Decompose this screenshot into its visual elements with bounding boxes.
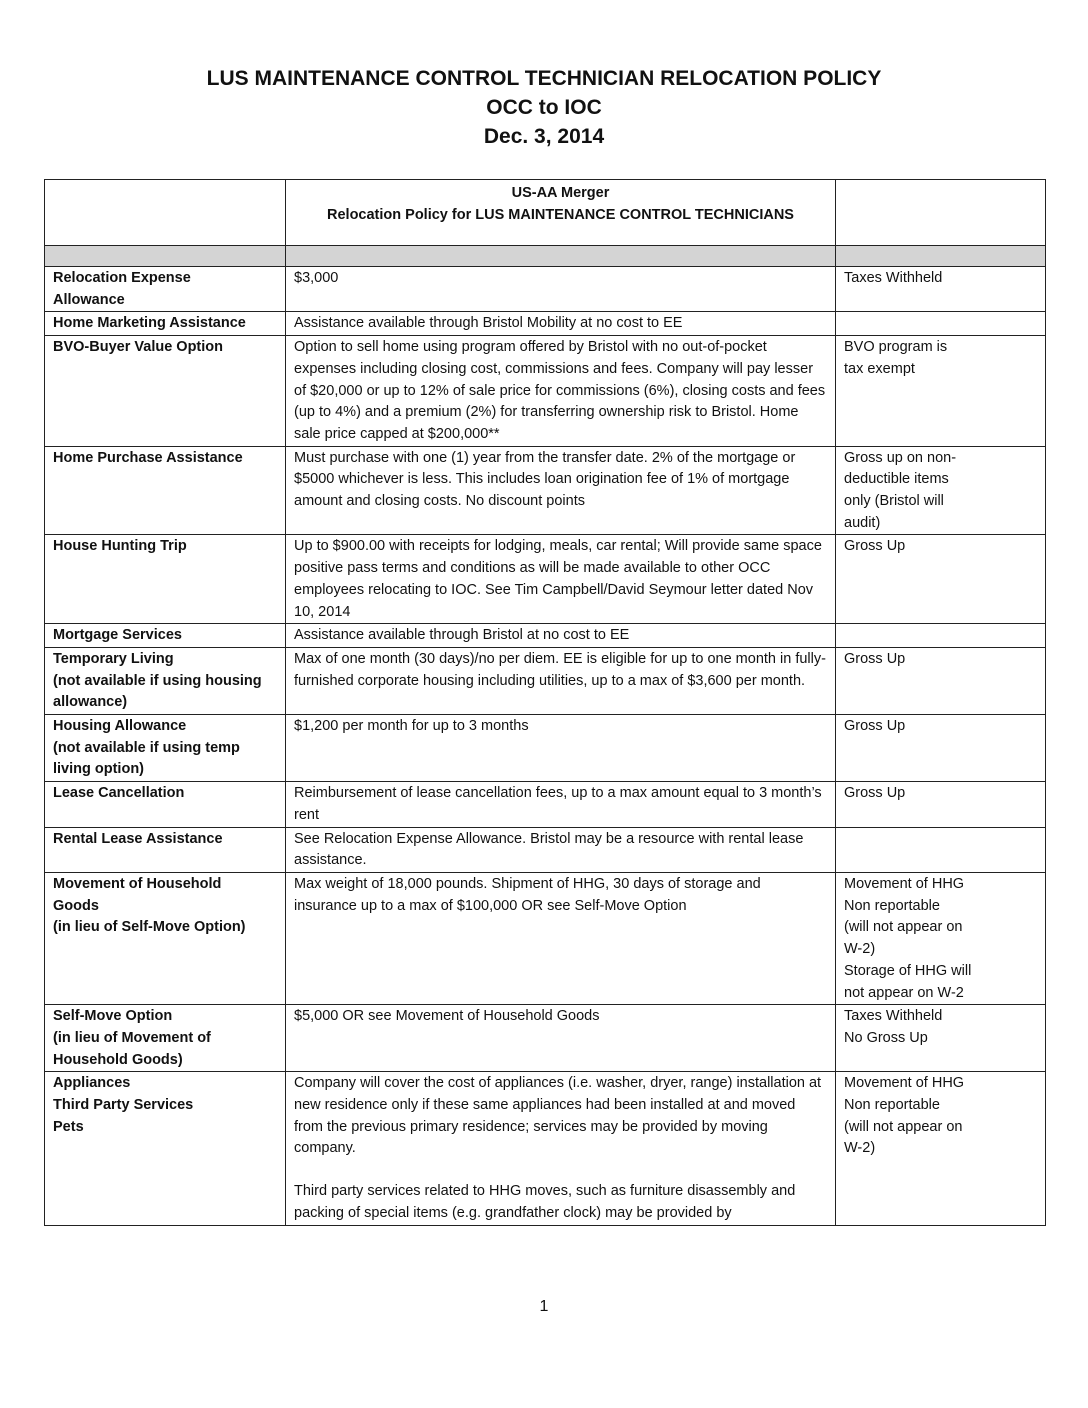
policy-row — [45, 782, 1046, 827]
policy-row — [45, 827, 1046, 872]
header-policy-label: Relocation Policy for LUS MAINTENANCE CONTROL TECHNICIANS — [327, 206, 794, 223]
benefit-description-cell — [286, 312, 836, 336]
tax-treatment-line: Movement of HHG — [844, 1075, 965, 1092]
tax-treatment-line: Non reportable — [844, 1097, 940, 1114]
benefit-description-cell — [286, 827, 836, 872]
tax-treatment-line: only (Bristol will — [844, 493, 944, 510]
benefit-label-cell — [45, 336, 286, 447]
benefit-description-cell — [286, 1072, 836, 1225]
document-title-block — [0, 64, 1088, 151]
benefit-description-paragraph: Must purchase with one (1) year from the transfer date. 2% of the mortgage or $5000 whichever is less. This includes loan origination fee of 1% of mortgage amount and closing costs. No discount points — [294, 449, 800, 510]
tax-treatment-line: tax exempt — [844, 360, 915, 377]
benefit-label-cell — [45, 624, 286, 648]
benefit-label-line: Lease Cancellation — [53, 785, 185, 802]
tax-treatment-cell — [836, 827, 1046, 872]
tax-treatment-line: W-2) — [844, 941, 876, 958]
benefit-label-line: Pets — [53, 1118, 84, 1135]
benefit-label-cell — [45, 1072, 286, 1225]
benefit-description-paragraph: Assistance available through Bristol Mobility at no cost to EE — [294, 315, 683, 332]
benefit-label-cell — [45, 715, 286, 782]
benefit-description-cell — [286, 872, 836, 1004]
benefit-label-line: Home Purchase Assistance — [53, 449, 243, 466]
tax-treatment-line: Gross Up — [844, 718, 906, 735]
policy-row — [45, 647, 1046, 714]
benefit-label-line: Movement of Household — [53, 875, 222, 892]
table-header-row — [45, 180, 1046, 246]
policy-row — [45, 535, 1046, 624]
benefit-description-paragraph: Third party services related to HHG moves, such as furniture disassembly and packing of special items (e.g. grandfather clock) may be provided by — [294, 1183, 800, 1221]
header-cell-empty — [45, 180, 286, 246]
benefit-description-cell — [286, 535, 836, 624]
benefit-label-line: Home Marketing Assistance — [53, 315, 246, 332]
benefit-label-line: allowance) — [53, 694, 128, 711]
tax-treatment-line: Gross up on non- — [844, 449, 957, 466]
benefit-label-line: House Hunting Trip — [53, 538, 187, 555]
benefit-description-paragraph: Max weight of 18,000 pounds. Shipment of HHG, 30 days of storage and insurance up to a max of $100,000 OR see Self-Move Option — [294, 875, 765, 914]
benefit-label-cell — [45, 446, 286, 535]
policy-row — [45, 624, 1046, 648]
benefit-description-cell — [286, 715, 836, 782]
benefit-label-line: (not available if using housing — [53, 672, 262, 689]
benefit-description-cell — [286, 647, 836, 714]
benefit-label-cell — [45, 535, 286, 624]
benefit-description-paragraph: Option to sell home using program offered by Bristol with no out-of-pocket expenses including closing cost, commissions and fees. Company will pay lesser of $20,000 or up to 12% of sale price for commissions (6%), closing costs and fees (up to 4%) and a premium (2%) for transferring ownership risk to Bristol. Home sale price capped at $200,000** — [294, 339, 830, 442]
benefit-description-paragraph: $5,000 OR see Movement of Household Goods — [294, 1008, 600, 1025]
benefit-label-line: (in lieu of Movement of — [53, 1029, 211, 1046]
header-merger-label: US-AA Merger — [511, 185, 610, 201]
tax-treatment-cell — [836, 267, 1046, 312]
tax-treatment-cell — [836, 1005, 1046, 1072]
tax-treatment-line: Non reportable — [844, 897, 940, 914]
benefit-description-paragraph: See Relocation Expense Allowance. Bristol may be a resource with rental lease assistance. — [294, 830, 808, 869]
tax-treatment-line: Gross Up — [844, 650, 906, 667]
tax-treatment-cell — [836, 312, 1046, 336]
policy-row — [45, 1005, 1046, 1072]
tax-treatment-line: Gross Up — [844, 538, 906, 555]
tax-treatment-line: BVO program is — [844, 339, 948, 356]
benefit-label-line: Household Goods) — [53, 1051, 183, 1068]
benefit-description-paragraph: Up to $900.00 with receipts for lodging, meals, car rental; Will provide same space positive pass terms and conditions as will be made available to other OCC employees relocating to IOC. See Tim Campbell/David Seymour letter dated Nov 10, 2014 — [294, 538, 826, 620]
benefit-label-cell — [45, 1005, 286, 1072]
benefit-label-line: Housing Allowance — [53, 718, 187, 735]
benefit-description-cell — [286, 267, 836, 312]
policy-row — [45, 1072, 1046, 1225]
benefit-label-line: living option) — [53, 761, 145, 778]
benefit-label-line: Goods — [53, 897, 99, 914]
tax-treatment-cell — [836, 624, 1046, 648]
benefit-label-line: Mortgage Services — [53, 627, 182, 644]
benefit-description-cell — [286, 1005, 836, 1072]
tax-treatment-line: No Gross Up — [844, 1029, 928, 1046]
shaded-cell — [836, 246, 1046, 267]
benefit-label-line: Relocation Expense — [53, 270, 191, 286]
benefit-label-cell — [45, 312, 286, 336]
header-cell-empty — [836, 180, 1046, 246]
tax-treatment-line: audit) — [844, 514, 881, 531]
tax-treatment-line: Movement of HHG — [844, 875, 965, 892]
shaded-cell — [286, 246, 836, 267]
tax-treatment-line: deductible items — [844, 471, 949, 488]
tax-treatment-line: (will not appear on — [844, 1118, 963, 1135]
benefit-description-paragraph: Assistance available through Bristol at no cost to EE — [294, 627, 630, 644]
benefit-label-cell — [45, 872, 286, 1004]
tax-treatment-cell — [836, 535, 1046, 624]
tax-treatment-line: Taxes Withheld — [844, 1008, 943, 1025]
tax-treatment-line: Taxes Withheld — [844, 270, 943, 286]
tax-treatment-line: Storage of HHG will — [844, 962, 972, 979]
document-date: Dec. 3, 2014 — [483, 125, 605, 148]
tax-treatment-line: (will not appear on — [844, 919, 963, 936]
shaded-cell — [45, 246, 286, 267]
policy-row — [45, 267, 1046, 312]
tax-treatment-line: Gross Up — [844, 785, 906, 802]
benefit-label-cell — [45, 827, 286, 872]
benefit-description-cell — [286, 624, 836, 648]
tax-treatment-line: not appear on W-2 — [844, 984, 964, 1001]
policy-row — [45, 715, 1046, 782]
document-subtitle: OCC to IOC — [486, 96, 602, 119]
tax-treatment-cell — [836, 647, 1046, 714]
benefit-description-paragraph: Max of one month (30 days)/no per diem. EE is eligible for up to one month in fully-furnished corporate housing including utilities, up to a max of $3,600 per month. — [294, 650, 826, 689]
benefit-description-paragraph: $1,200 per month for up to 3 months — [294, 718, 529, 735]
document-title: LUS MAINTENANCE CONTROL TECHNICIAN RELOCATION POLICY — [206, 67, 882, 90]
benefit-description-paragraph: Company will cover the cost of appliances (i.e. washer, dryer, range) installation at new residence only if these same appliances had been installed at and moved from the previous primary residence; services may be provided by moving company. — [294, 1075, 826, 1157]
benefit-description-cell — [286, 782, 836, 827]
policy-row — [45, 312, 1046, 336]
benefit-label-line: (in lieu of Self-Move Option) — [53, 919, 246, 936]
tax-treatment-cell — [836, 336, 1046, 447]
tax-treatment-cell — [836, 872, 1046, 1004]
benefit-label-cell — [45, 782, 286, 827]
benefit-label-line: Third Party Services — [53, 1097, 194, 1114]
header-cell-title — [286, 180, 836, 246]
benefit-label-cell — [45, 647, 286, 714]
page-number: 1 — [539, 1298, 549, 1315]
tax-treatment-line: W-2) — [844, 1140, 876, 1157]
benefit-label-line: Allowance — [53, 291, 125, 308]
tax-treatment-cell — [836, 782, 1046, 827]
benefit-description-paragraph: $3,000 — [294, 270, 339, 286]
benefit-label-line: BVO-Buyer Value Option — [53, 339, 223, 356]
tax-treatment-cell — [836, 715, 1046, 782]
shaded-divider-row — [45, 246, 1046, 267]
benefit-description-paragraph: Reimbursement of lease cancellation fees, up to a max amount equal to 3 month’s rent — [294, 785, 826, 823]
tax-treatment-cell — [836, 1072, 1046, 1225]
benefit-label-line: (not available if using temp — [53, 739, 240, 756]
tax-treatment-cell — [836, 446, 1046, 535]
benefit-label-line: Appliances — [53, 1075, 131, 1092]
benefit-description-cell — [286, 336, 836, 447]
benefit-label-line: Temporary Living — [53, 650, 174, 667]
policy-row — [45, 872, 1046, 1004]
benefit-label-line: Rental Lease Assistance — [53, 830, 223, 847]
policy-row — [45, 446, 1046, 535]
benefit-label-cell — [45, 267, 286, 312]
policy-row — [45, 336, 1046, 447]
relocation-policy-table — [44, 179, 1046, 1226]
benefit-label-line: Self-Move Option — [53, 1008, 173, 1025]
benefit-description-cell — [286, 446, 836, 535]
